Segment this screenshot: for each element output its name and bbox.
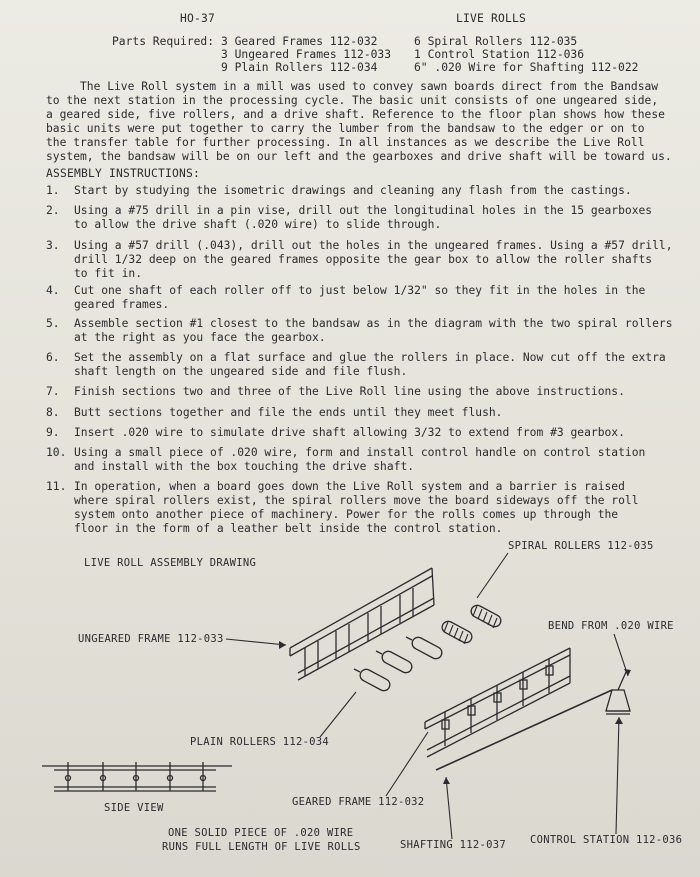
shafting-label: SHAFTING 112-037 [400, 839, 506, 851]
step-line: floor in the form of a leather belt inside the control station. [74, 522, 503, 535]
step-line: Using a #75 drill in a pin vise, drill out the longitudinal holes in the 15 gearboxes [74, 204, 653, 217]
parts-left-3: 9 Plain Rollers 112-034 [221, 61, 378, 74]
step-number: 6. [46, 351, 60, 364]
wire-note-line-1: ONE SOLID PIECE OF .020 WIRE [168, 827, 354, 839]
spiral-rollers-drawing [440, 603, 503, 645]
instructions-heading: ASSEMBLY INSTRUCTIONS: [46, 167, 201, 180]
step-line: Using a #57 drill (.043), drill out the holes in the ungeared frames. Using a #57 drill, [74, 239, 673, 252]
intro-line: a geared side, five rollers, and a drive shaft. Reference to the floor plan shows how these [46, 108, 665, 121]
plain-rollers-label: PLAIN ROLLERS 112-034 [190, 736, 330, 748]
step-number: 3. [46, 239, 60, 252]
sheet-title: LIVE ROLLS [456, 12, 527, 25]
step-number: 1. [46, 184, 60, 197]
side-view-drawing [42, 762, 232, 791]
ungeared-frame-label: UNGEARED FRAME 112-033 [78, 633, 224, 645]
step-line: In operation, when a board goes down the Live Roll system and a barrier is raised [74, 480, 625, 493]
leader-arrowheads [279, 641, 631, 784]
step-line: Using a small piece of .020 wire, form and install control handle on control station [74, 446, 646, 459]
bend-wire-label: BEND FROM .020 WIRE [548, 620, 674, 632]
control-station-label: CONTROL STATION 112-036 [530, 834, 683, 846]
plain-rollers-drawing [354, 635, 444, 693]
step-number: 7. [46, 385, 60, 398]
ungeared-frame-drawing [290, 568, 434, 680]
step-number: 10. [46, 446, 67, 459]
step-number: 2. [46, 204, 60, 217]
parts-left-1: 3 Geared Frames 112-032 [221, 35, 378, 48]
geared-frame-label: GEARED FRAME 112-032 [292, 796, 425, 808]
parts-label: Parts Required: [112, 35, 215, 48]
parts-right-2: 1 Control Station 112-036 [414, 48, 585, 61]
step-line: shaft length on the ungeared side and file flush. [74, 365, 408, 378]
intro-line: the transfer table for further processing. In all instances as we describe the Live Roll [46, 136, 645, 149]
side-view-label: SIDE VIEW [104, 802, 164, 814]
step-line: Cut one shaft of each roller off to just below 1/32" so they fit in the holes in the [74, 284, 646, 297]
spiral-rollers-label: SPIRAL ROLLERS 112-035 [508, 540, 654, 552]
step-number: 8. [46, 406, 60, 419]
step-line: system onto another piece of machinery. Power for the rolls comes up through the [74, 508, 619, 521]
step-line: Insert .020 wire to simulate drive shaft allowing 3/32 to extend from #3 gearbox. [74, 426, 625, 439]
step-number: 4. [46, 284, 60, 297]
step-number: 9. [46, 426, 60, 439]
step-number: 5. [46, 317, 60, 330]
step-line: at the right as you face the gearbox. [74, 331, 326, 344]
intro-line: The Live Roll system in a mill was used to convey sawn boards direct from the Bandsaw [80, 80, 659, 93]
step-line: Butt sections together and file the ends until they meet flush. [74, 406, 503, 419]
diagram-title: LIVE ROLL ASSEMBLY DRAWING [84, 557, 257, 569]
wire-note-line-2: RUNS FULL LENGTH OF LIVE ROLLS [162, 841, 361, 853]
parts-left-2: 3 Ungeared Frames 112-033 [221, 48, 392, 61]
step-line: where spiral rollers exist, the spiral rollers move the board sideways off the roll [74, 494, 639, 507]
geared-frame-drawing [425, 648, 570, 757]
step-line: and install with the box touching the drive shaft. [74, 460, 415, 473]
step-line: Set the assembly on a flat surface and glue the rollers in place. Now cut off the extra [74, 351, 666, 364]
shafting-wire-drawing [436, 690, 612, 770]
sheet-code: HO-37 [180, 12, 216, 25]
control-station-drawing [606, 672, 630, 714]
step-line: drill 1/32 deep on the geared frames opposite the gear box to allow the roller shafts [74, 253, 653, 266]
parts-right-3: 6" .020 Wire for Shafting 112-022 [414, 61, 639, 74]
step-line: to allow the drive shaft (.020 wire) to slide through. [74, 218, 442, 231]
step-line: Assemble section #1 closest to the bandsaw as in the diagram with the two spiral rollers [74, 317, 673, 330]
leader-lines [226, 553, 628, 839]
step-line: to fit in. [74, 267, 143, 280]
step-number: 11. [46, 480, 67, 493]
intro-line: to the next station in the processing cycle. The basic unit consists of one ungeared side, [46, 94, 659, 107]
step-line: Finish sections two and three of the Live Roll line using the above instructions. [74, 385, 625, 398]
step-line: Start by studying the isometric drawings and cleaning any flash from the castings. [74, 184, 632, 197]
intro-line: system, the bandsaw will be on our left and the gearboxes and drive shaft will be toward us. [46, 150, 672, 163]
step-line: geared frames. [74, 298, 170, 311]
parts-right-1: 6 Spiral Rollers 112-035 [414, 35, 578, 48]
intro-line: basic units were put together to carry the lumber from the bandsaw to the edger or on to [46, 122, 645, 135]
